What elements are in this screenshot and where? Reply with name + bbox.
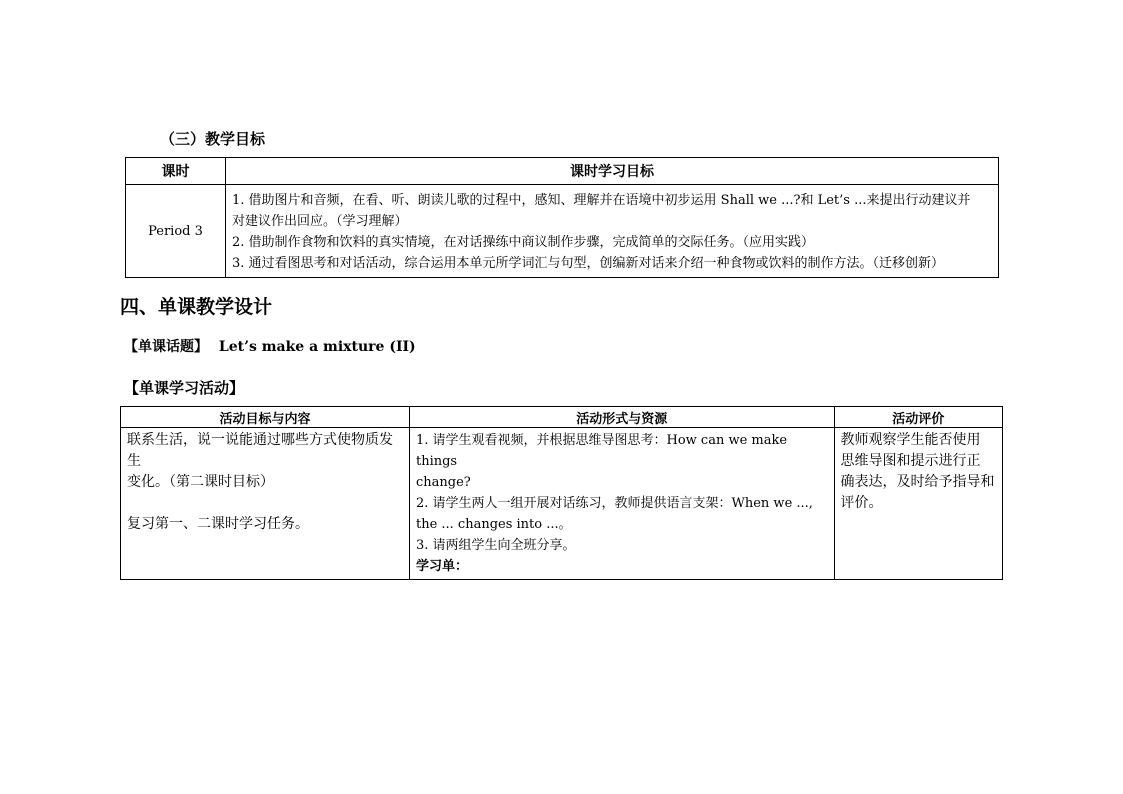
activities-heading: 【单课学习活动】 xyxy=(124,379,245,397)
teaching-goals-table xyxy=(125,157,999,278)
goal-line: 对建议作出回应。（学习理解） xyxy=(232,214,408,229)
table-header-row xyxy=(126,158,999,185)
text-line: 变化。（第二课时目标） xyxy=(127,474,274,490)
text-line: the ... changes into ...。 xyxy=(415,517,572,532)
text-line: 确表达，及时给予指导和 xyxy=(840,474,995,490)
section4-heading: 四、单课教学设计 xyxy=(120,296,273,318)
header-activity-goals: 活动目标与内容 xyxy=(121,407,410,428)
goals-cell xyxy=(226,185,999,278)
topic-label: 【单课话题】 xyxy=(124,339,208,355)
header-lesson-goals: 课时学习目标 xyxy=(226,158,999,185)
worksheet-label: 学习单： xyxy=(415,559,468,574)
header-lesson: 课时 xyxy=(126,158,226,185)
goal-line: 2. 借助制作食物和饮料的真实情境，在对话操练中商议制作步骤，完成简单的交际任务。（应用实践） xyxy=(232,235,815,250)
text-line: 2. 请学生两人一组开展对话练习，教师提供语言支架：When we ..., xyxy=(415,496,813,511)
text-line: 1. 请学生观看视频，并根据思维导图思考：How can we make things xyxy=(415,433,788,469)
table-header-row xyxy=(121,407,1003,428)
period-cell: Period 3 xyxy=(126,185,226,278)
section3-heading: （三）教学目标 xyxy=(160,130,266,148)
table-row xyxy=(126,185,999,278)
topic-value: Let’s make a mixture (II) xyxy=(218,339,416,355)
text-line xyxy=(127,493,404,514)
activity-form-cell xyxy=(409,428,834,580)
topic-line xyxy=(124,336,416,356)
goal-line: 1. 借助图片和音频，在看、听、朗读儿歌的过程中，感知、理解并在语境中初步运用 Shall we ...?和 Let’s ...来提出行动建议并 xyxy=(232,193,971,208)
text-line: 3. 请两组学生向全班分享。 xyxy=(415,538,576,553)
activity-evaluation-cell xyxy=(834,428,1003,580)
header-activity-evaluation: 活动评价 xyxy=(834,407,1003,428)
table-row xyxy=(121,428,1003,580)
text-line: 联系生活，说一说能通过哪些方式使物质发生 xyxy=(127,432,393,469)
activity-goals-cell xyxy=(121,428,410,580)
text-line: 评价。 xyxy=(840,495,883,511)
learning-activities-table xyxy=(120,406,1003,580)
text-line: 复习第一、二课时学习任务。 xyxy=(127,516,309,532)
goal-line: 3. 通过看图思考和对话活动，综合运用本单元所学词汇与句型，创编新对话来介绍一种食物或饮料的制作方法。（迁移创新） xyxy=(232,256,945,271)
text-line: change? xyxy=(415,475,471,490)
text-line: 思维导图和提示进行正 xyxy=(840,453,981,469)
header-activity-form: 活动形式与资源 xyxy=(409,407,834,428)
text-line: 教师观察学生能否使用 xyxy=(840,432,981,448)
